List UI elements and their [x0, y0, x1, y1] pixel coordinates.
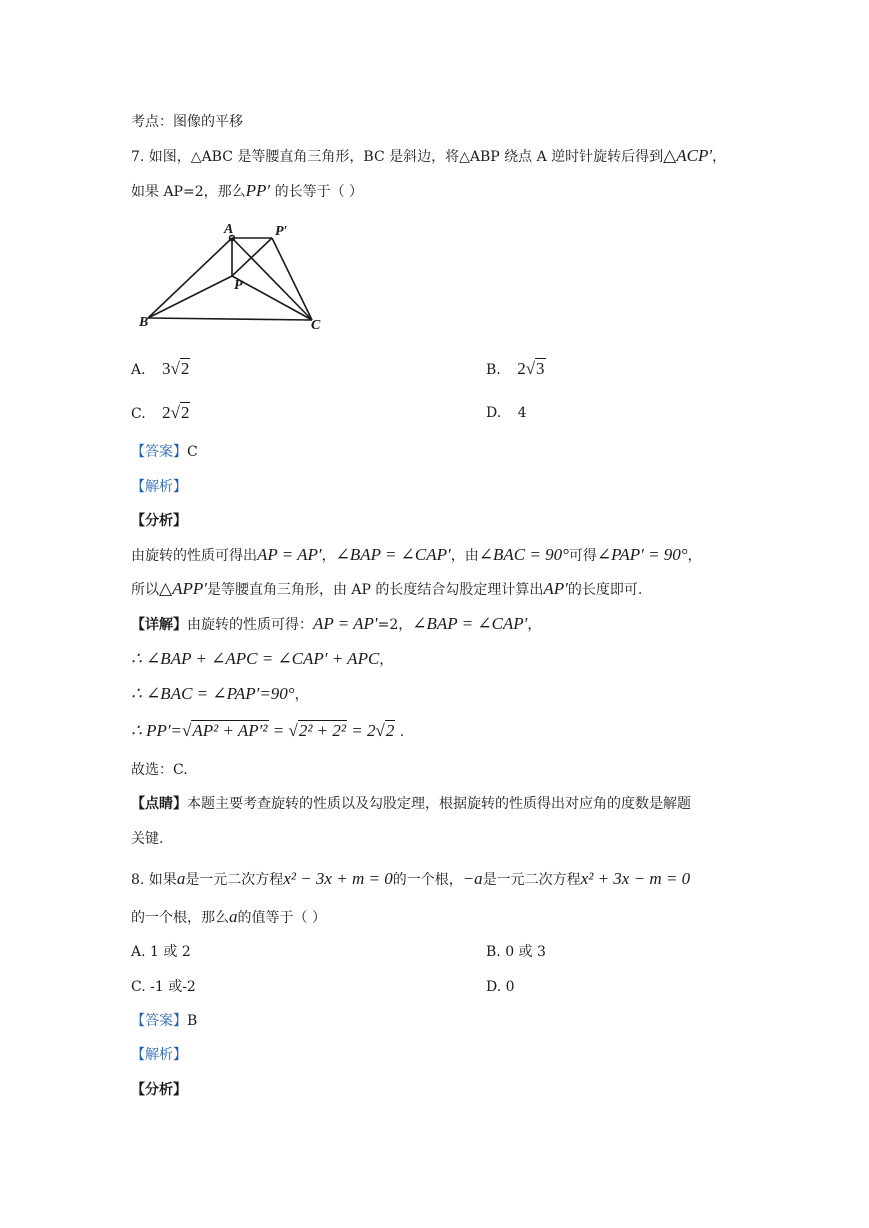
- q7-stem-line2: [131, 181, 363, 202]
- q7-option-a: [131, 359, 190, 380]
- q7-analysis-tag: 【解析】: [131, 479, 187, 495]
- q7-detail-line1: 【详解】由旋转的性质可得：AP = AP′=2，∠BAP = ∠CAP′，: [131, 614, 542, 633]
- segment-ac: [232, 238, 312, 320]
- q8-option-b: B. 0 或 3: [486, 944, 546, 960]
- q8-fenxi-tag: 【分析】: [131, 1082, 187, 1098]
- q7-choose: 故选：C.: [131, 762, 188, 778]
- option-b-value: 2√3: [517, 359, 545, 378]
- q8-option-a: A. 1 或 2: [131, 944, 191, 960]
- q7-stem-text-b: ，: [712, 149, 727, 165]
- detail-tag: 【详解】: [131, 617, 187, 633]
- q7-step3: ∴ PP′=√AP² + AP′² = √2² + 2² = 2√2 .: [131, 721, 405, 740]
- q7-option-b: [486, 359, 546, 380]
- q8-analysis-tag: 【解析】: [131, 1047, 187, 1063]
- segment-bc: [148, 318, 312, 320]
- answer-tag: 【答案】: [131, 444, 187, 460]
- q7-option-d: [486, 403, 527, 423]
- topic-note: 考点：图像的平移: [131, 114, 243, 130]
- q7-stem-text-a: 7. 如图，△ABC 是等腰直角三角形，BC 是斜边，将△ABP 绕点 A 逆时针旋转后得到: [131, 149, 664, 165]
- segment-p-prime-c: [272, 238, 312, 320]
- q7-option-c: [131, 403, 190, 424]
- option-a-value: 3√2: [162, 359, 190, 378]
- label-a: A: [224, 222, 234, 237]
- option-c-value: 2√2: [162, 403, 190, 422]
- q7-stem2-text-a: 如果 AP=2，那么: [131, 184, 246, 200]
- q8-option-d: D. 0: [486, 979, 515, 995]
- option-a-label: A.: [131, 362, 146, 378]
- option-d-label: D.: [486, 405, 502, 421]
- label-c: C: [311, 318, 321, 333]
- q8-answer: 【答案】B: [131, 1013, 198, 1029]
- option-d-value: 4: [517, 405, 527, 421]
- comment-tag: 【点睛】: [131, 796, 187, 812]
- label-p-prime: P′: [275, 224, 288, 239]
- q7-answer: [131, 442, 198, 462]
- q7-fenxi-tag: 【分析】: [131, 513, 187, 529]
- label-b: B: [139, 315, 149, 330]
- q7-stem2-math: PP′: [245, 181, 271, 200]
- segment-pc: [232, 276, 312, 320]
- q8-stem-line1: 8. 如果a是一元二次方程x² − 3x + m = 0的一个根，−a是一元二次方程x² + 3x − m = 0: [131, 869, 691, 888]
- q7-comment-line2: 关键.: [131, 831, 164, 847]
- q7-step2: ∴ ∠BAC = ∠PAP′=90°，: [131, 684, 309, 703]
- q7-step1: ∴ ∠BAP + ∠APC = ∠CAP′ + APC，: [131, 649, 394, 668]
- option-c-label: C.: [131, 406, 146, 422]
- q8-stem-line2: 的一个根，那么a的值等于（ ）: [131, 907, 326, 926]
- segment-bp: [148, 276, 232, 318]
- option-b-label: B.: [486, 362, 501, 378]
- q7-fenxi-line1: 由旋转的性质可得出AP = AP′，∠BAP = ∠CAP′，由∠BAC = 90°可得∠PAP′ = 90°，: [131, 545, 702, 564]
- triangle-figure: [136, 216, 336, 336]
- label-p: P: [234, 278, 243, 293]
- q7-stem-math: △ACP′: [663, 146, 713, 165]
- q7-stem-line1: [131, 146, 726, 167]
- answer-value: C: [187, 444, 198, 460]
- q8-option-c: C. -1 或-2: [131, 979, 196, 995]
- q7-stem2-text-b: 的长等于（ ）: [270, 184, 364, 200]
- segment-ab: [148, 238, 232, 318]
- q7-comment-line1: 【点睛】本题主要考查旋转的性质以及勾股定理，根据旋转的性质得出对应角的度数是解题: [131, 796, 691, 812]
- q7-fenxi-line2: 所以△APP′是等腰直角三角形，由 AP 的长度结合勾股定理计算出AP′的长度即可.: [131, 579, 643, 598]
